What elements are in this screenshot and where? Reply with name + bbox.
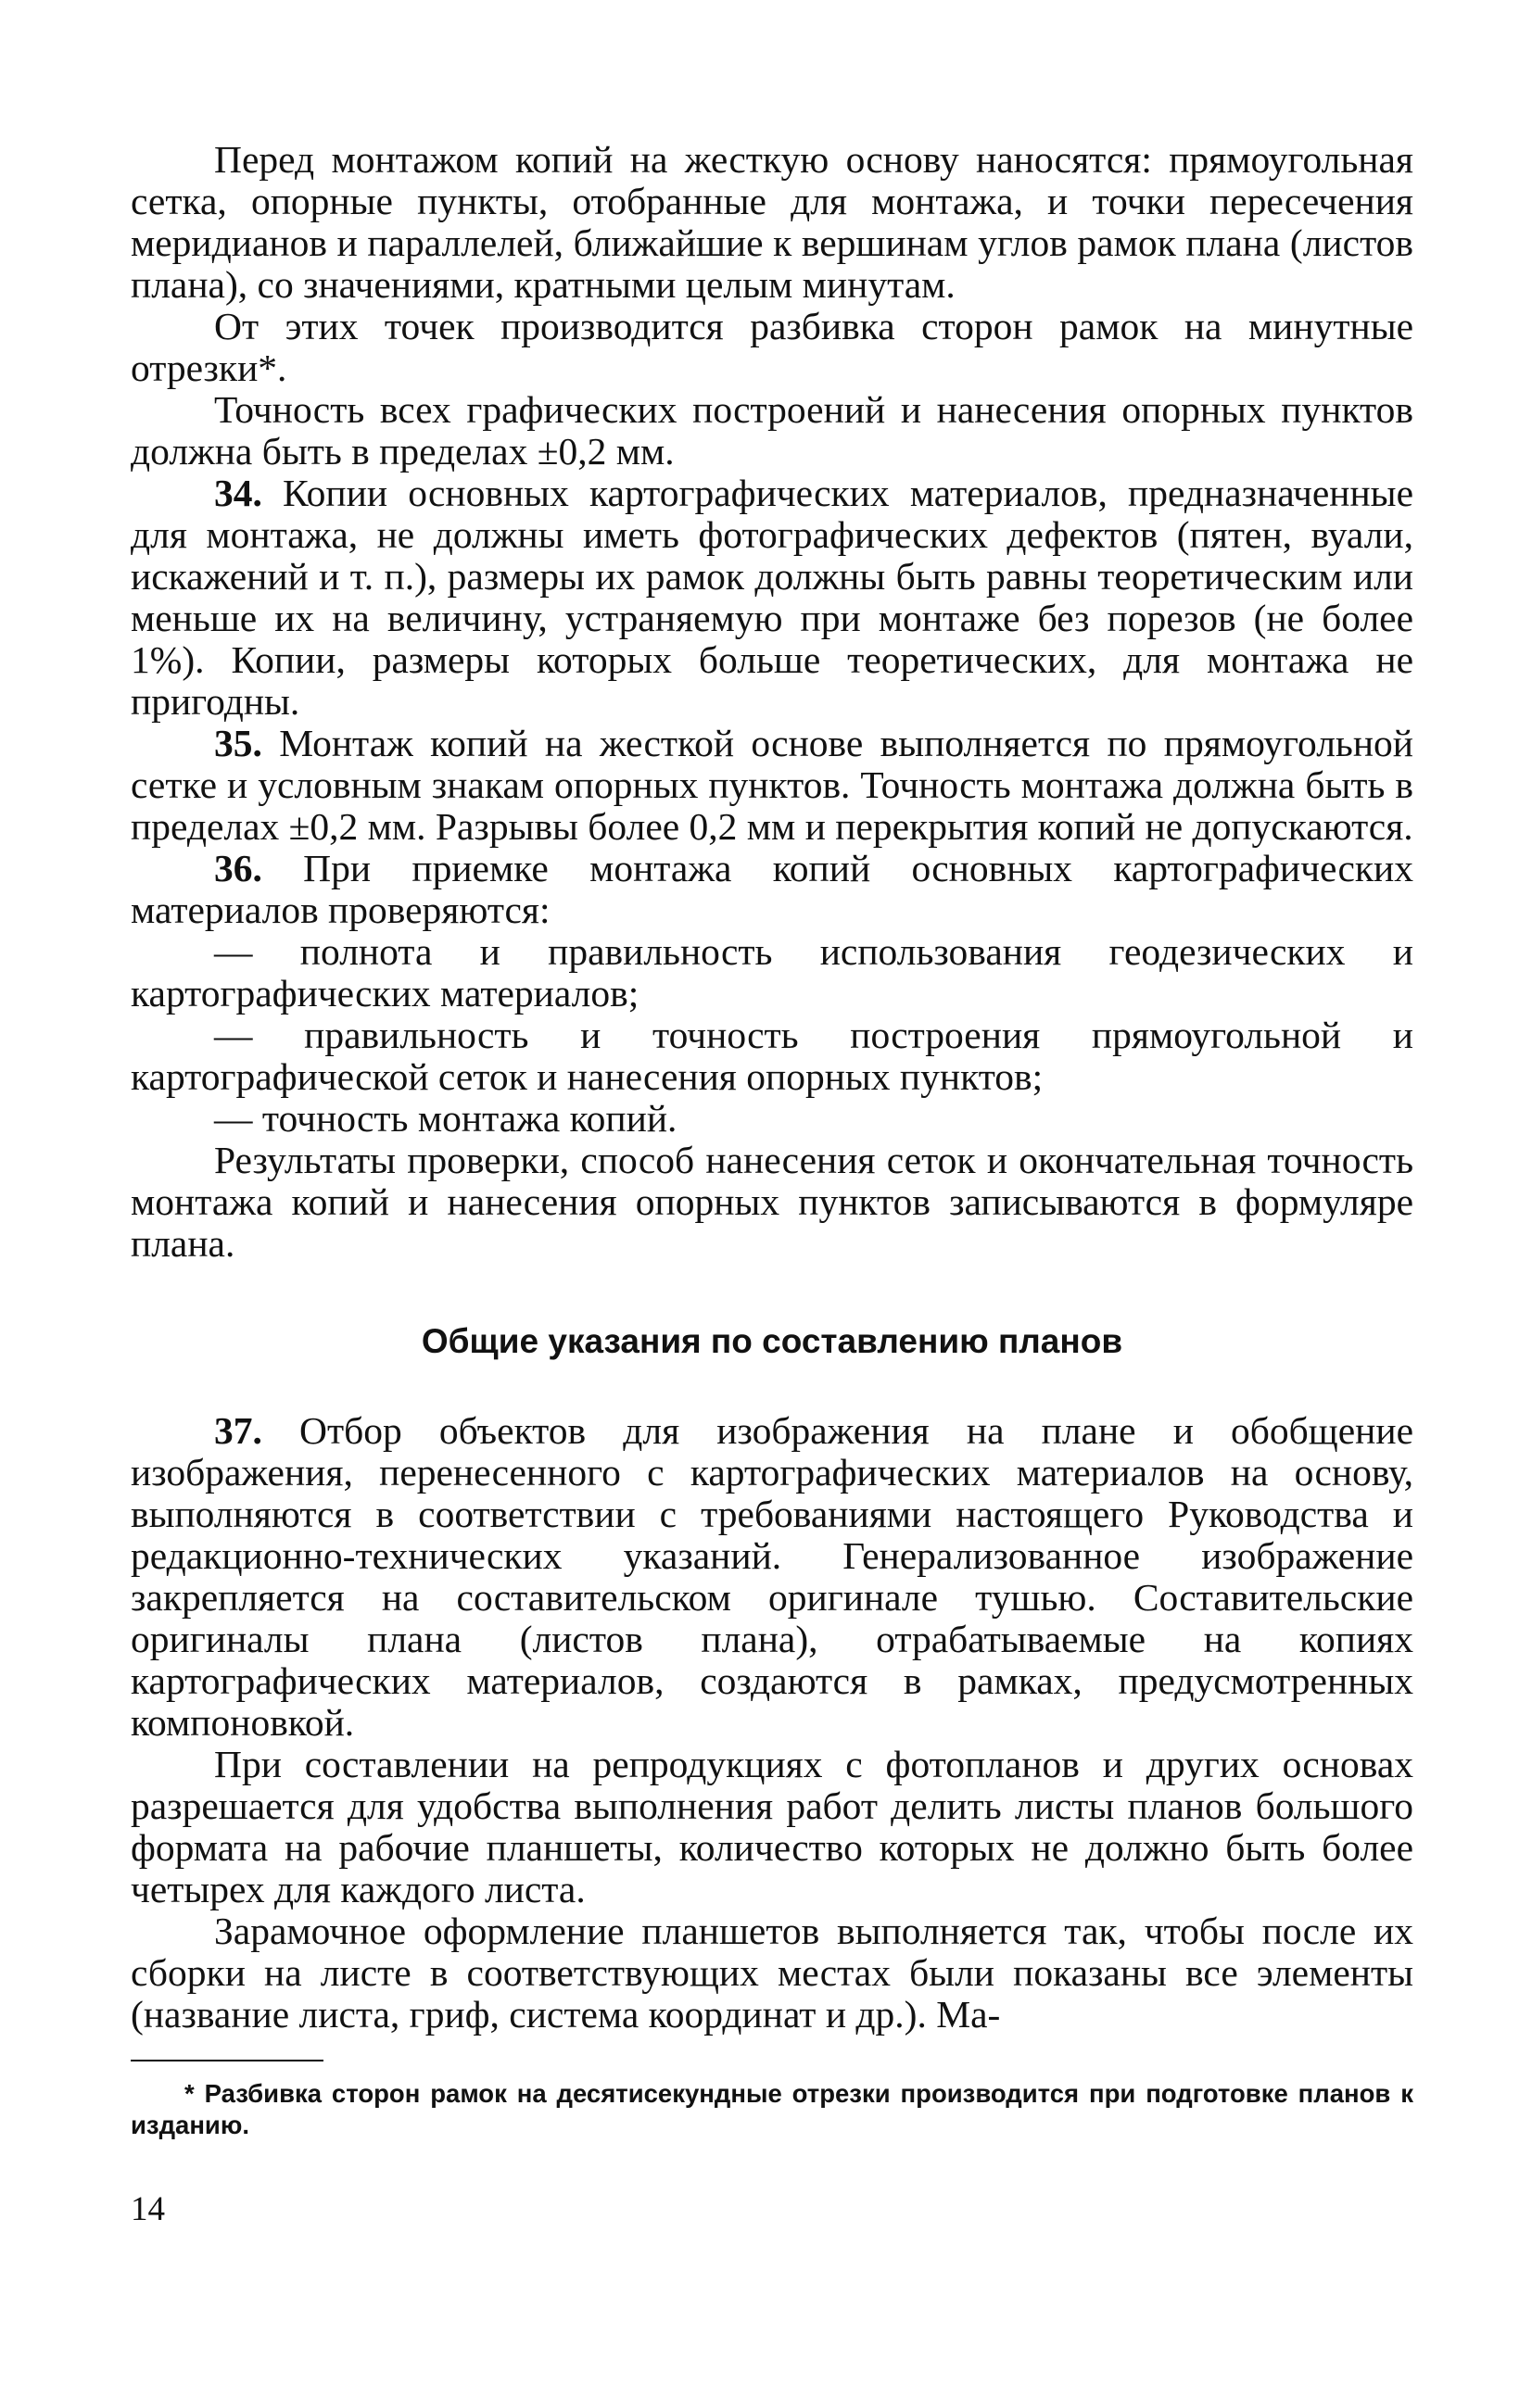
page-number: 14	[131, 2190, 165, 2228]
paragraph-frame-design: Зарамочное оформление планшетов выполняется так, чтобы после их сборки на листе в соответствующих местах были показаны все элементы (название листа, гриф, система координат и др.). Ма-	[131, 1910, 1413, 2036]
paragraph-number: 34.	[214, 472, 262, 514]
paragraph-34: 34. Копии основных картографических материалов, предназначенные для монтажа, не должны иметь фотографических дефектов (пятен, вуали, искажений и т. п.), размеры их рамок должны быть равны теоретическим или меньше их на величину, устраняемую при монтаже без порезов (не более 1%). Копии, размеры которых больше теоретических, для монтажа не пригодны.	[131, 472, 1413, 723]
paragraph-number: 35.	[214, 722, 262, 764]
footnote: * Разбивка сторон рамок на десятисекундные отрезки производится при подготовке планов к изданию.	[131, 2079, 1413, 2139]
body-text	[131, 139, 1413, 2036]
paragraph-minute-segments: От этих точек производится разбивка сторон рамок на минутные отрезки*.	[131, 305, 1413, 389]
list-item: — точность монтажа копий.	[214, 1097, 677, 1140]
list-item: — полнота и правильность использования геодезических и картографических материалов;	[131, 930, 1413, 1015]
paragraph-37: 37. Отбор объектов для изображения на плане и обобщение изображения, перенесенного с картографических материалов на основу, выполняются в соответствии с требованиями настоящего Руководства и редакционно-технических указаний. Генерализованное изображение закрепляется на составительском оригинале тушью. Составительские оригиналы плана (листов плана), отрабатываемые на копиях картографических материалов, создаются в рамках, предусмотренных компоновкой.	[131, 1409, 1413, 1744]
paragraph-35: 35. Монтаж копий на жесткой основе выполняется по прямоугольной сетке и условным знакам опорных пунктов. Точность монтажа должна быть в пределах ±0,2 мм. Разрывы более 0,2 мм и перекрытия копий не допускаются.	[131, 722, 1413, 848]
paragraph-grid-marking: Перед монтажом копий на жесткую основу наносятся: прямоугольная сетка, опорные пункты, отобранные для монтажа, и точки пересечения меридианов и параллелей, ближайшие к вершинам углов рамок плана (листов плана), со значениями, кратными целым минутам.	[131, 138, 1413, 306]
paragraph-number: 36.	[214, 847, 262, 889]
section-heading: Общие указания по составлению планов	[421, 1322, 1123, 1360]
paragraph-number: 37.	[214, 1409, 262, 1452]
footnote-divider	[131, 2060, 323, 2061]
paragraph-results: Результаты проверки, способ нанесения сеток и окончательная точность монтажа копий и нанесения опорных пунктов записываются в формуляре плана.	[131, 1139, 1413, 1265]
paragraph-reproductions: При составлении на репродукциях с фотопланов и других основах разрешается для удобства выполнения работ делить листы планов большого формата на рабочие планшеты, количество которых не должно быть более четырех для каждого листа.	[131, 1743, 1413, 1910]
paragraph-36: 36. При приемке монтажа копий основных картографических материалов проверяются:	[131, 847, 1413, 931]
paragraph-accuracy: Точность всех графических построений и нанесения опорных пунктов должна быть в пределах ±0,2 мм.	[131, 388, 1413, 473]
list-item: — правильность и точность построения прямоугольной и картографической сеток и нанесения опорных пунктов;	[131, 1014, 1413, 1098]
